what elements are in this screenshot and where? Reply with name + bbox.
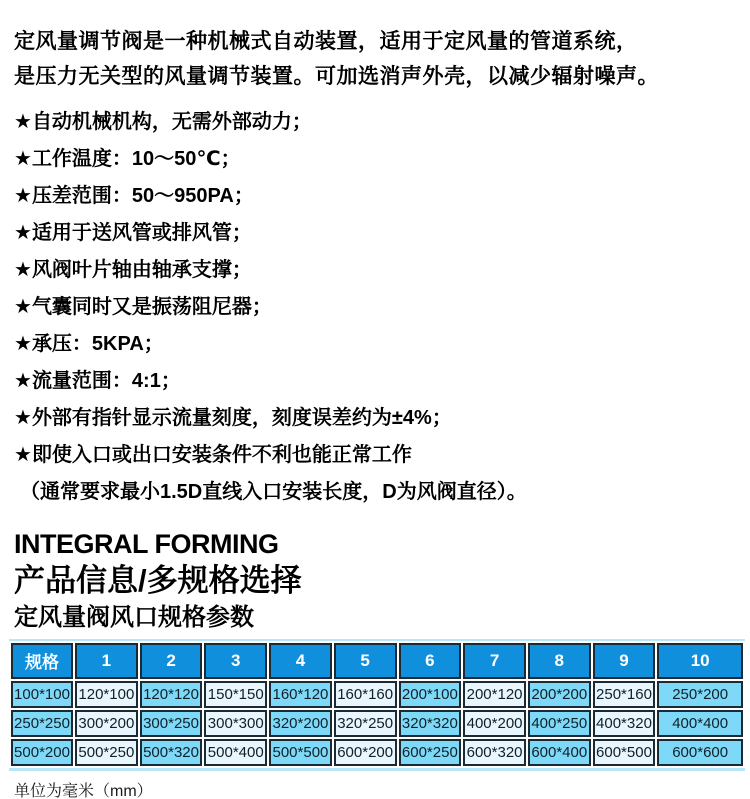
spec-col-header: 10 (657, 643, 743, 679)
feature-item (14, 178, 736, 215)
spec-cell: 150*150 (204, 681, 267, 708)
spec-cell: 400*250 (528, 710, 591, 737)
spec-row (11, 681, 743, 708)
feature-item (14, 437, 736, 474)
spec-col-header: 7 (463, 643, 526, 679)
spec-cell: 600*200 (334, 739, 397, 766)
spec-table-container (9, 639, 745, 771)
spec-cell: 200*100 (399, 681, 462, 708)
feature-text: （通常要求最小1.5D直线入口安装长度，D为风阀直径）。 (20, 481, 527, 503)
spec-cell: 600*600 (657, 739, 743, 766)
spec-cell: 400*400 (657, 710, 743, 737)
star-bullet-icon: ★ (14, 148, 32, 170)
spec-row (11, 710, 743, 737)
feature-item (14, 141, 736, 178)
spec-row (11, 739, 743, 766)
unit-note: 单位为毫米（mm） (14, 783, 153, 799)
feature-item (14, 104, 736, 141)
intro-paragraph (14, 24, 736, 94)
spec-cell: 600*500 (593, 739, 656, 766)
heading-english: INTEGRAL FORMING (14, 529, 279, 559)
feature-item (14, 400, 736, 437)
intro-line-1: 定风量调节阀是一种机械式自动装置，适用于定风量的管道系统， (14, 30, 638, 53)
spec-cell: 500*250 (75, 739, 138, 766)
star-bullet-icon: ★ (14, 296, 32, 318)
spec-cell: 300*250 (140, 710, 203, 737)
feature-text: 外部有指针显示流量刻度，刻度误差约为±4%； (31, 407, 452, 429)
spec-table (9, 641, 745, 768)
heading-spec-params: 定风量阀风口规格参数 (14, 604, 254, 631)
spec-col-header: 4 (269, 643, 332, 679)
feature-text: 自动机械机构，无需外部动力； (31, 111, 312, 133)
feature-item (14, 289, 736, 326)
spec-cell: 500*320 (140, 739, 203, 766)
spec-cell: 500*400 (204, 739, 267, 766)
spec-cell: 100*100 (11, 681, 73, 708)
spec-col-header: 6 (399, 643, 462, 679)
star-bullet-icon: ★ (14, 444, 32, 466)
spec-cell: 320*250 (334, 710, 397, 737)
spec-col-header: 5 (334, 643, 397, 679)
star-bullet-icon: ★ (14, 259, 32, 281)
feature-text: 风阀叶片轴由轴承支撑； (31, 259, 252, 281)
spec-col-header: 8 (528, 643, 591, 679)
spec-col-header: 3 (204, 643, 267, 679)
spec-table-body (11, 681, 743, 766)
star-bullet-icon: ★ (14, 222, 32, 244)
spec-cell: 200*120 (463, 681, 526, 708)
spec-cell: 250*160 (593, 681, 656, 708)
spec-cell: 320*200 (269, 710, 332, 737)
feature-text: 适用于送风管或排风管； (31, 222, 252, 244)
star-bullet-icon: ★ (14, 185, 32, 207)
star-bullet-icon: ★ (14, 111, 32, 133)
spec-header-row (11, 643, 743, 679)
feature-note (14, 474, 736, 511)
spec-cell: 120*120 (140, 681, 203, 708)
feature-text: 压差范围：50～950PA； (31, 185, 254, 207)
star-bullet-icon: ★ (14, 333, 32, 355)
spec-cell: 250*200 (657, 681, 743, 708)
spec-col-header: 2 (140, 643, 203, 679)
spec-cell: 120*100 (75, 681, 138, 708)
spec-cell: 320*320 (399, 710, 462, 737)
spec-table-head (11, 643, 743, 679)
spec-cell: 160*120 (269, 681, 332, 708)
spec-col-header: 规格 (11, 643, 73, 679)
heading-product-info: 产品信息/多规格选择 (14, 563, 302, 598)
spec-cell: 160*160 (334, 681, 397, 708)
spec-cell: 400*320 (593, 710, 656, 737)
feature-text: 气囊同时又是振荡阻尼器； (31, 296, 272, 318)
spec-cell: 500*200 (11, 739, 73, 766)
feature-item (14, 326, 736, 363)
spec-cell: 500*500 (269, 739, 332, 766)
spec-col-header: 1 (75, 643, 138, 679)
feature-list (14, 104, 736, 511)
feature-item (14, 363, 736, 400)
star-bullet-icon: ★ (14, 407, 32, 429)
spec-cell: 600*320 (463, 739, 526, 766)
feature-text: 工作温度：10～50℃； (31, 148, 241, 170)
feature-text: 流量范围：4:1； (31, 370, 181, 392)
spec-cell: 600*250 (399, 739, 462, 766)
spec-cell: 300*200 (75, 710, 138, 737)
spec-cell: 200*200 (528, 681, 591, 708)
spec-cell: 300*300 (204, 710, 267, 737)
spec-cell: 250*250 (11, 710, 73, 737)
star-bullet-icon: ★ (14, 370, 32, 392)
feature-item (14, 252, 736, 289)
feature-item (14, 215, 736, 252)
spec-cell: 400*200 (463, 710, 526, 737)
feature-text: 即使入口或出口安装条件不利也能正常工作 (31, 444, 412, 466)
spec-col-header: 9 (593, 643, 656, 679)
intro-line-2: 是压力无关型的风量调节装置。可加选消声外壳，以减少辐射噪声。 (14, 65, 659, 88)
spec-cell: 600*400 (528, 739, 591, 766)
feature-text: 承压：5KPA； (31, 333, 164, 355)
